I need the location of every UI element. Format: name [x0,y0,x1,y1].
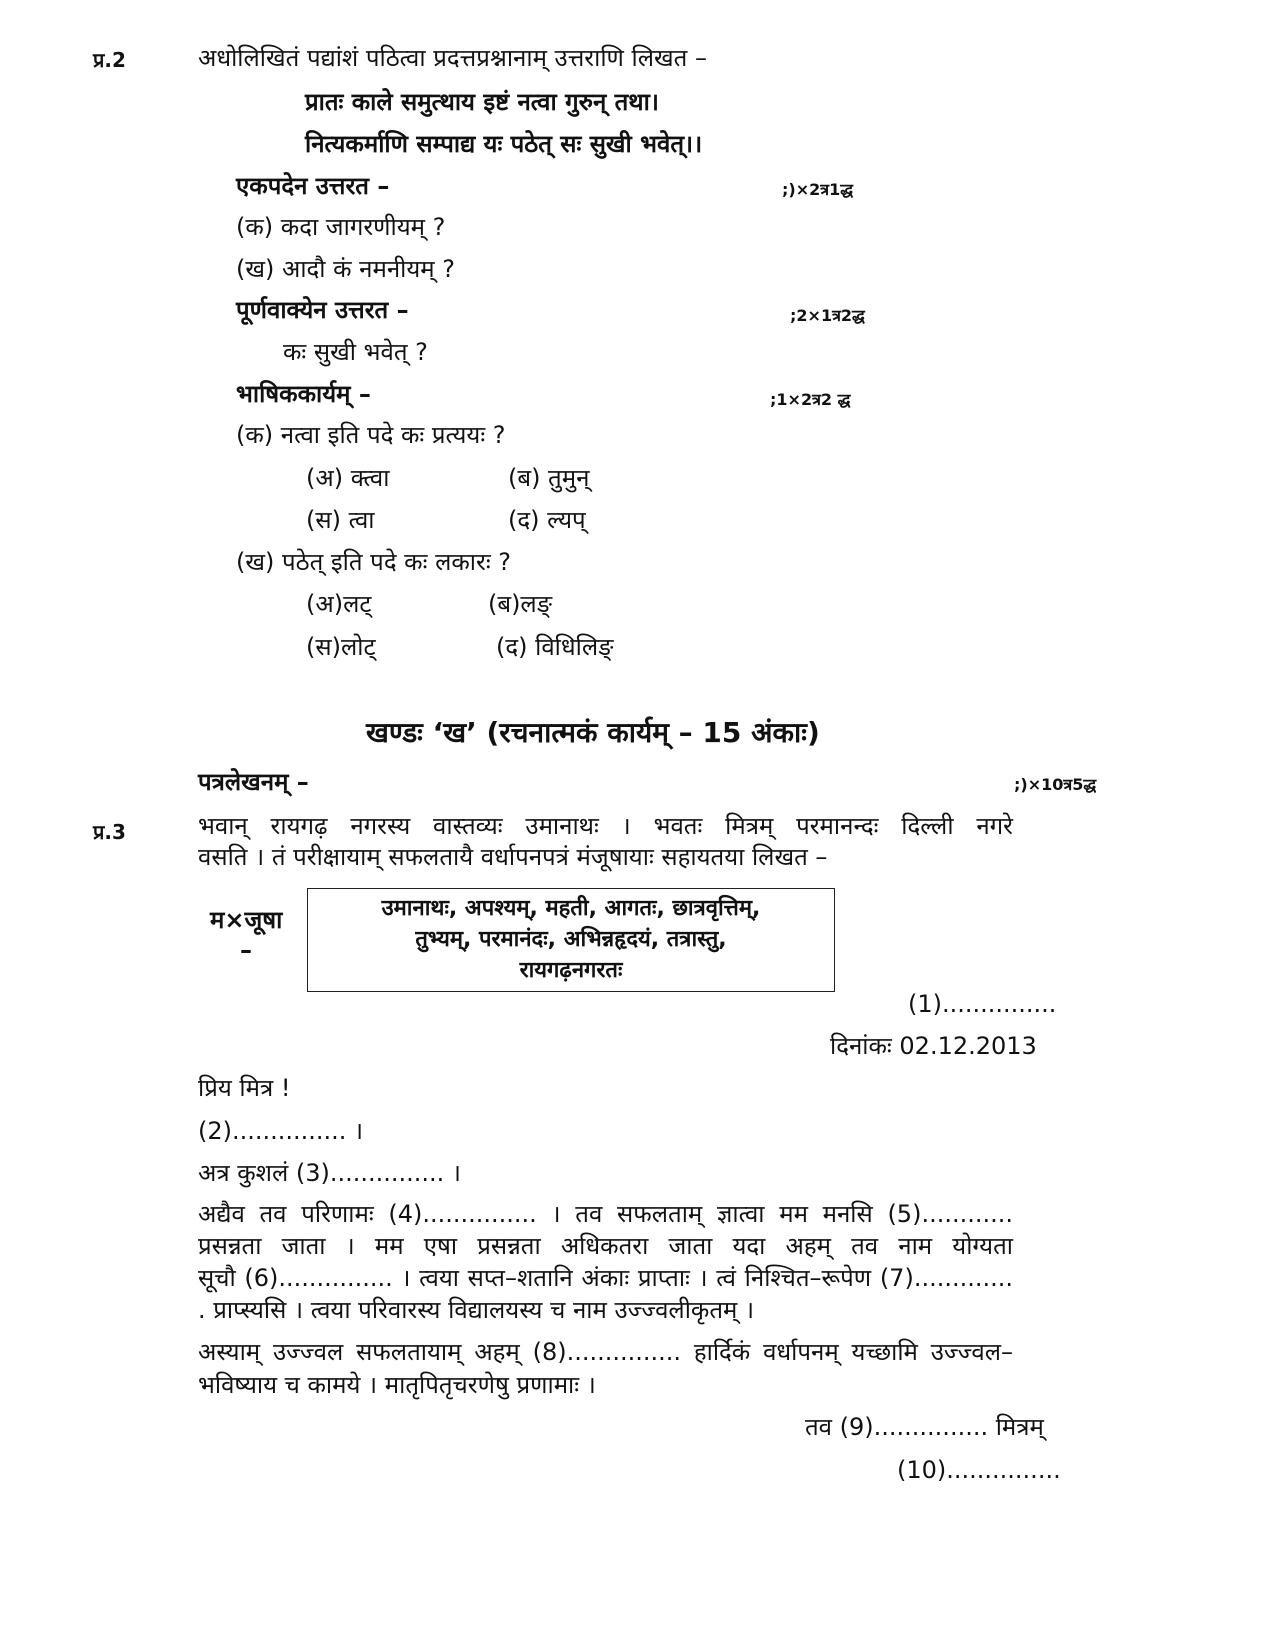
manjusha-dash: – [240,936,252,964]
ka-option-a: (अ) क्त्वा [306,464,390,492]
letter-para1-line-1: अद्यैव तव परिणामः (4)............... । तव सफलताम् ज्ञात्वा मम मनसि (5)............ [198,1200,1013,1228]
letter-para1-line-3: सूचौ (6)............... । त्वया सप्त–शतानि अंकाः प्राप्ताः । त्वं निश्चित–रूपेण (7)............. [198,1264,1013,1292]
q2-instruction: अधोलिखितं पद्यांशं पठित्वा प्रदत्तप्रश्नानाम् उत्तराणि लिखत – [198,44,707,72]
purnavakyena-label: पूर्णवाक्येन उत्तरत – [236,296,409,324]
q3-instruction-line-1: भवान् रायगढ़ नगरस्य वास्तव्यः उमानाथः । भवतः मित्रम् परमानन्दः दिल्ली नगरे [198,812,1013,840]
letter-blank-10: (10)............... [897,1456,1061,1484]
patralekhanam-label: पत्रलेखनम् – [198,768,309,796]
ekapadena-question-ka: (क) कदा जागरणीयम् ? [236,213,446,241]
ka-option-s: (स) त्वा [306,506,375,534]
ekapadena-marks: ;)×2त्र1द्ध [782,180,853,199]
manjusha-words-line-3: रायगढ़नगरतः [519,958,623,983]
letter-kushal-line: अत्र कुशलं (3)............... । [198,1159,462,1187]
q3-instruction-line-2: वसति । तं परीक्षायाम् सफलतायै वर्धापनपत्रं मंजूषायाः सहायतया लिखत – [198,843,828,871]
purnavakyena-question: कः सुखी भवेत् ? [283,338,428,366]
letter-blank-2-line: (2)............... । [198,1117,364,1145]
question-number-2: प्र.2 [93,48,126,72]
manjusha-words-line-1: उमानाथः, अपश्यम्, महती, आगतः, छात्रवृत्तिम्, [381,896,761,921]
kha-option-b: (ब)लङ् [488,590,552,618]
verse-line-1: प्रातः काले समुत्थाय इष्टं नत्वा गुरुन् तथा। [305,88,659,116]
letter-para2-line-2: भविष्याय च कामये । मातृपितृचरणेषु प्रणामाः । [198,1371,596,1399]
letter-para1-line-2: प्रसन्नता जाता । मम एषा प्रसन्नता अधिकतरा जाता यदा अहम् तव नाम योग्यता [198,1232,1013,1260]
kha-option-s: (स)लोट् [306,633,376,661]
letter-salutation: प्रिय मित्र ! [198,1074,291,1102]
bhashika-question-kha: (ख) पठेत् इति पदे कः लकारः ? [236,548,512,576]
manjusha-words-line-2: तुभ्यम्, परमानंदः, अभिन्नहृदयं, तत्रास्तु, [415,927,727,952]
letter-para1-line-4: . प्राप्स्यसि । त्वया परिवारस्य विद्यालयस्य च नाम उज्ज्वलीकृतम् । [198,1296,755,1324]
letter-closing: तव (9)............... मित्रम् [805,1413,1044,1441]
bhashika-question-ka: (क) नत्वा इति पदे कः प्रत्ययः ? [236,421,506,449]
ka-option-d: (द) ल्यप् [508,506,586,534]
manjusha-label: म×जूषा [210,906,283,934]
ekapadena-label: एकपदेन उत्तरत – [236,172,390,200]
section-heading: खण्डः ‘ख’ (रचनात्मकं कार्यम् – 15 अंकाः) [366,716,820,749]
purnavakyena-marks: ;2×1त्र2द्ध [790,306,865,325]
bhashika-marks: ;1×2त्र2 द्ध [770,390,851,409]
ekapadena-question-kha: (ख) आदौ कं नमनीयम् ? [236,255,456,283]
q3-marks: ;)×10त्र5द्ध [1014,775,1097,794]
letter-para2-line-1: अस्याम् उज्ज्वल सफलतायाम् अहम् (8)............... हार्दिकं वर्धापनम् यच्छामि उज्ज्वल– [198,1338,1013,1366]
kha-option-d: (द) विधिलिङ् [496,633,614,661]
kha-option-a: (अ)लट् [306,590,372,618]
manjusha-word-box [307,888,835,992]
ka-option-b: (ब) तुमुन् [508,464,590,492]
letter-date: दिनांकः 02.12.2013 [830,1032,1037,1060]
question-number-3: प्र.3 [93,820,126,844]
letter-blank-1: (1)............... [908,990,1057,1018]
verse-line-2: नित्यकर्माणि सम्पाद्य यः पठेत् सः सुखी भवेत्।। [305,130,703,158]
bhashika-label: भाषिककार्यम् – [236,380,371,408]
